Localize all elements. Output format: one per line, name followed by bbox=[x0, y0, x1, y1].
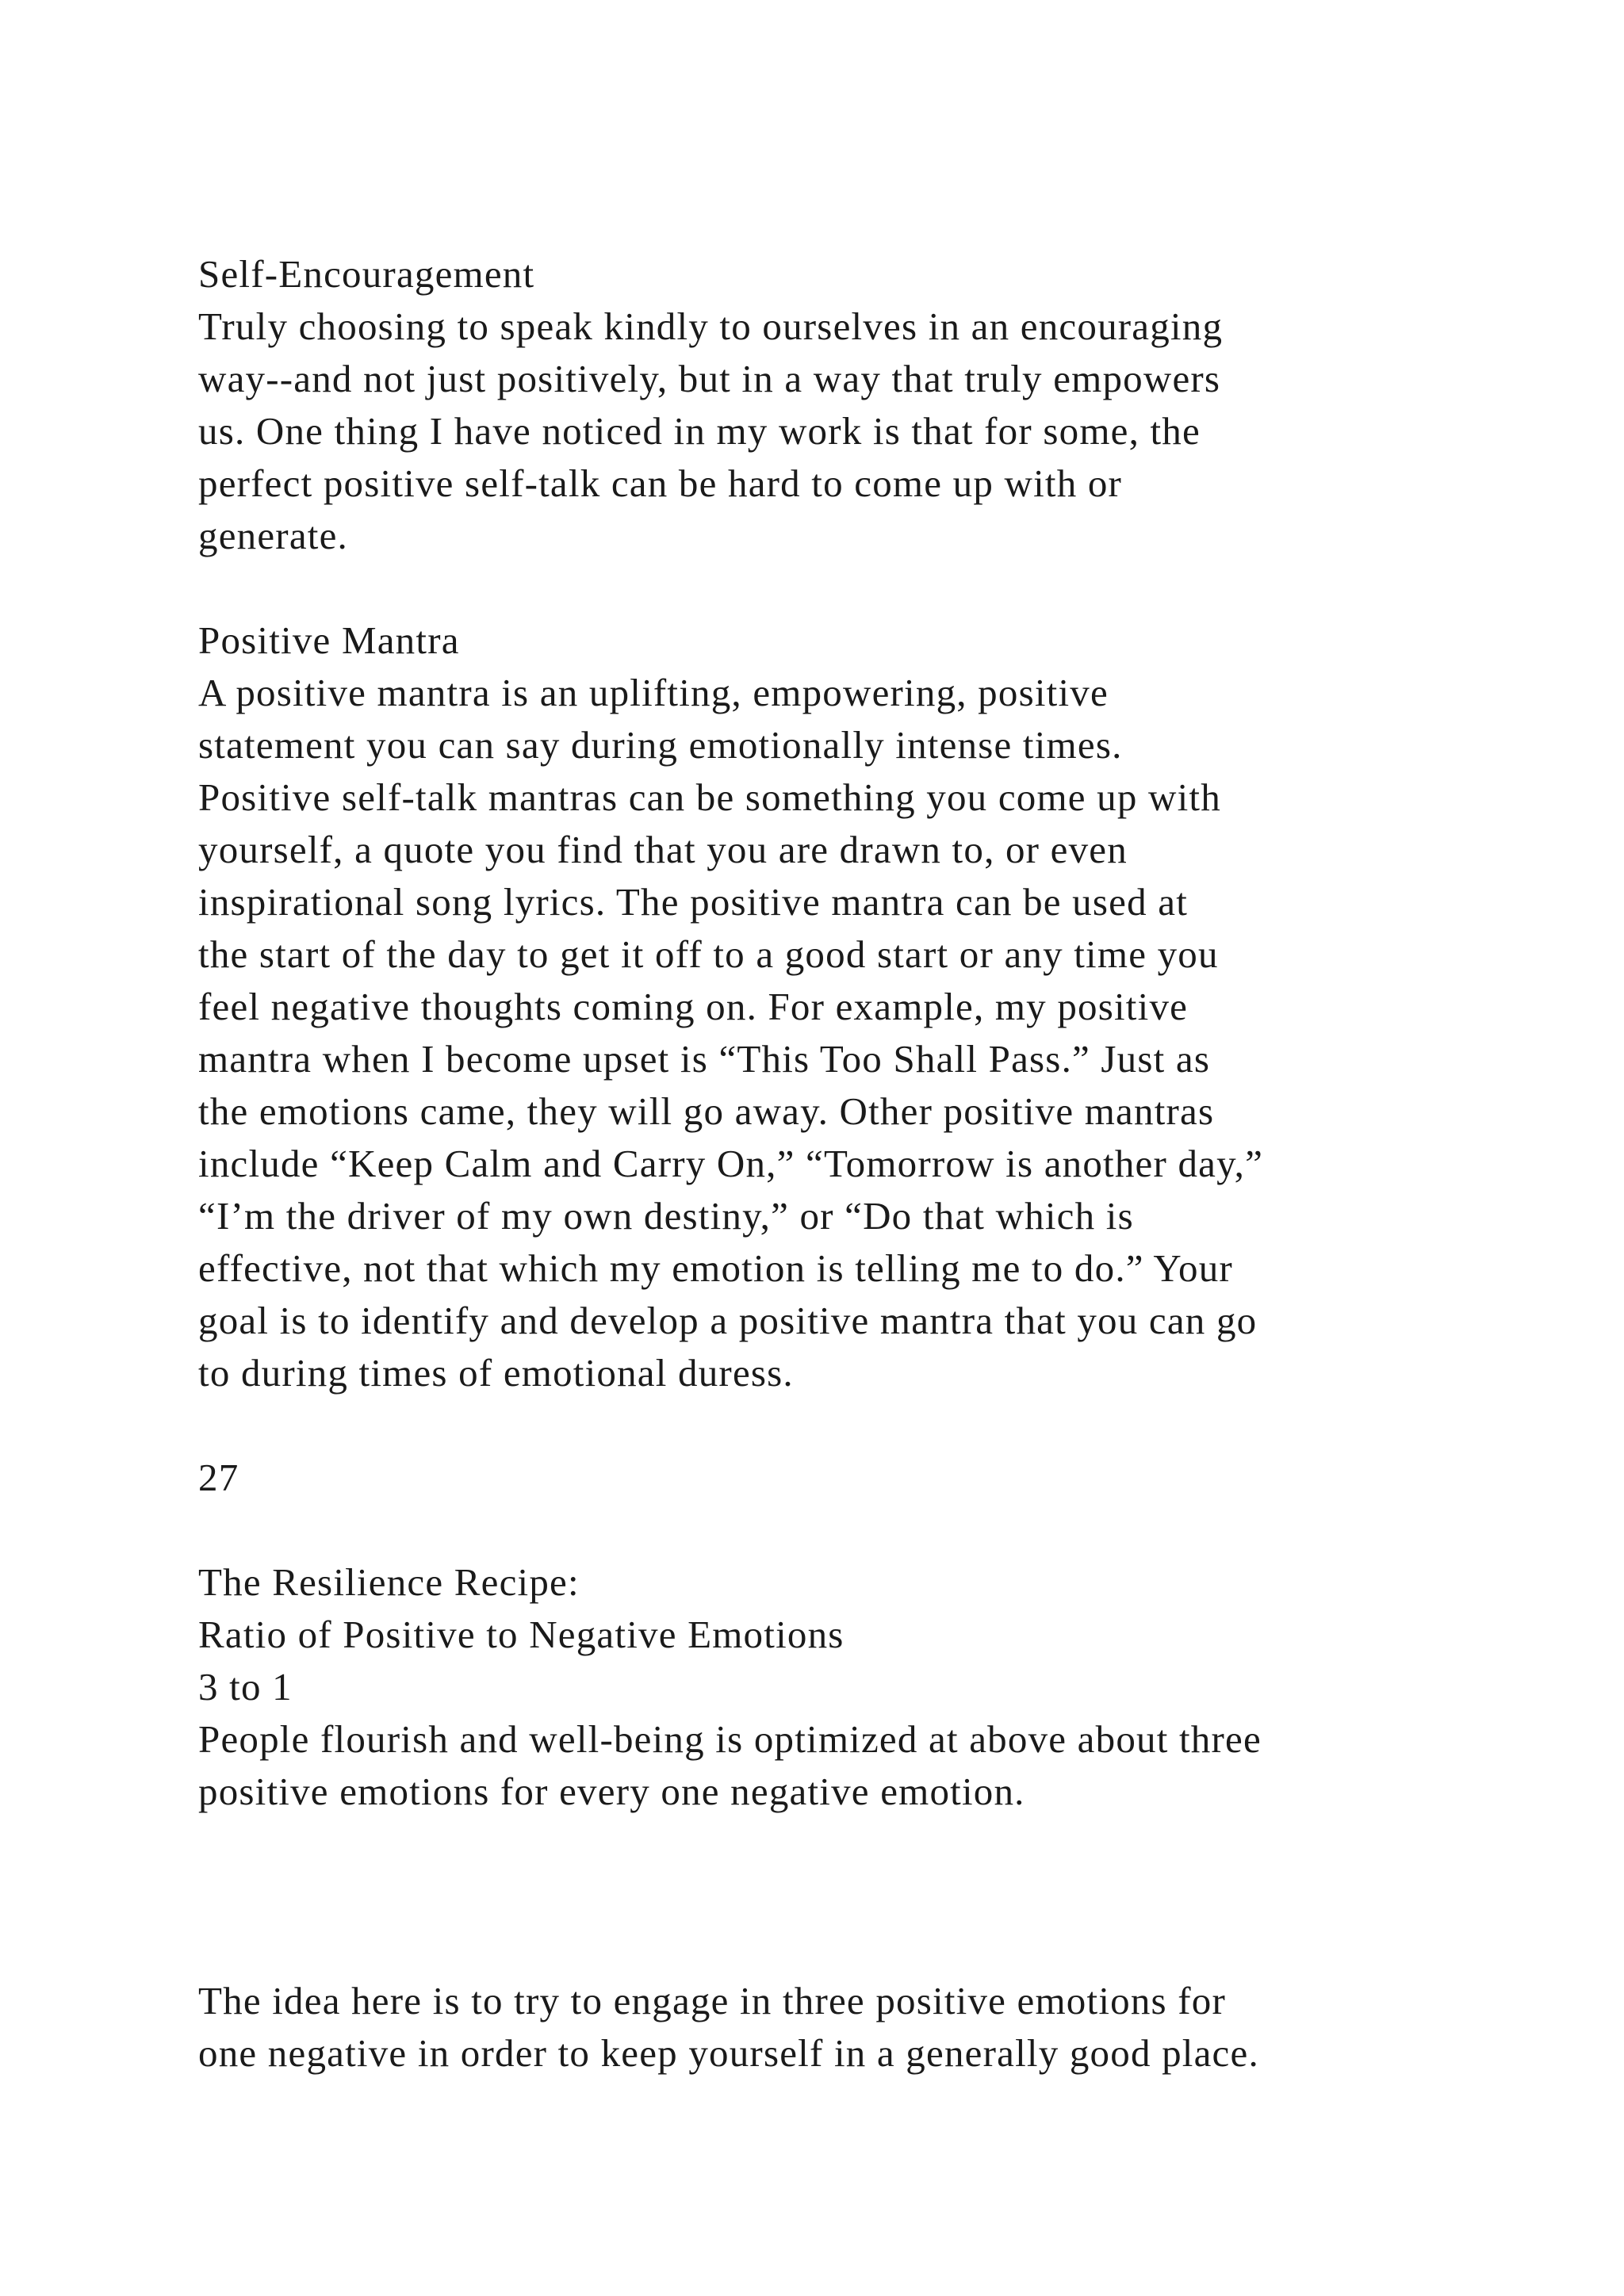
section-heading-self-encouragement: Self-Encouragement bbox=[198, 252, 535, 296]
ratio-value: 3 to 1 bbox=[198, 1665, 293, 1709]
body-line: People flourish and well-being is optimized at above about three bbox=[198, 1717, 1262, 1761]
paragraph-gap-large bbox=[198, 1818, 1507, 1975]
body-line: generate. bbox=[198, 514, 348, 557]
body-line: way--and not just positively, but in a way that truly empowers bbox=[198, 357, 1221, 400]
body-line: statement you can say during emotionally intense times. bbox=[198, 723, 1123, 767]
body-line: one negative in order to keep yourself in a generally good place. bbox=[198, 2031, 1259, 2075]
section-subheading-ratio: Ratio of Positive to Negative Emotions bbox=[198, 1613, 845, 1656]
page-number: 27 bbox=[198, 1456, 239, 1499]
section-heading-resilience-recipe: The Resilience Recipe: bbox=[198, 1560, 580, 1604]
body-line: “I’m the driver of my own destiny,” or “Do that which is bbox=[198, 1194, 1134, 1238]
body-line: mantra when I become upset is “This Too Shall Pass.” Just as bbox=[198, 1037, 1211, 1081]
body-line: include “Keep Calm and Carry On,” “Tomorrow is another day,” bbox=[198, 1142, 1264, 1185]
body-line: to during times of emotional duress. bbox=[198, 1351, 794, 1395]
paragraph-gap bbox=[198, 1399, 1507, 1452]
body-line: the start of the day to get it off to a good start or any time you bbox=[198, 932, 1219, 976]
body-line: Positive self-talk mantras can be something you come up with bbox=[198, 775, 1221, 819]
paragraph-gap bbox=[198, 1504, 1507, 1556]
body-line: Truly choosing to speak kindly to ourselves in an encouraging bbox=[198, 304, 1224, 348]
body-line: A positive mantra is an uplifting, empowering, positive bbox=[198, 671, 1109, 714]
body-line: inspirational song lyrics. The positive mantra can be used at bbox=[198, 880, 1189, 924]
body-line: effective, not that which my emotion is telling me to do.” Your bbox=[198, 1246, 1233, 1290]
body-line: The idea here is to try to engage in three positive emotions for bbox=[198, 1979, 1226, 2022]
body-line: positive emotions for every one negative emotion. bbox=[198, 1770, 1025, 1813]
document-page bbox=[198, 248, 1507, 2080]
body-line: goal is to identify and develop a positive mantra that you can go bbox=[198, 1299, 1258, 1342]
body-line: feel negative thoughts coming on. For example, my positive bbox=[198, 985, 1189, 1028]
body-line: perfect positive self-talk can be hard to come up with or bbox=[198, 461, 1123, 505]
paragraph-gap bbox=[198, 562, 1507, 614]
body-line: us. One thing I have noticed in my work is that for some, the bbox=[198, 409, 1201, 453]
body-line: yourself, a quote you find that you are drawn to, or even bbox=[198, 828, 1128, 871]
body-line: the emotions came, they will go away. Other positive mantras bbox=[198, 1089, 1215, 1133]
section-heading-positive-mantra: Positive Mantra bbox=[198, 618, 460, 662]
